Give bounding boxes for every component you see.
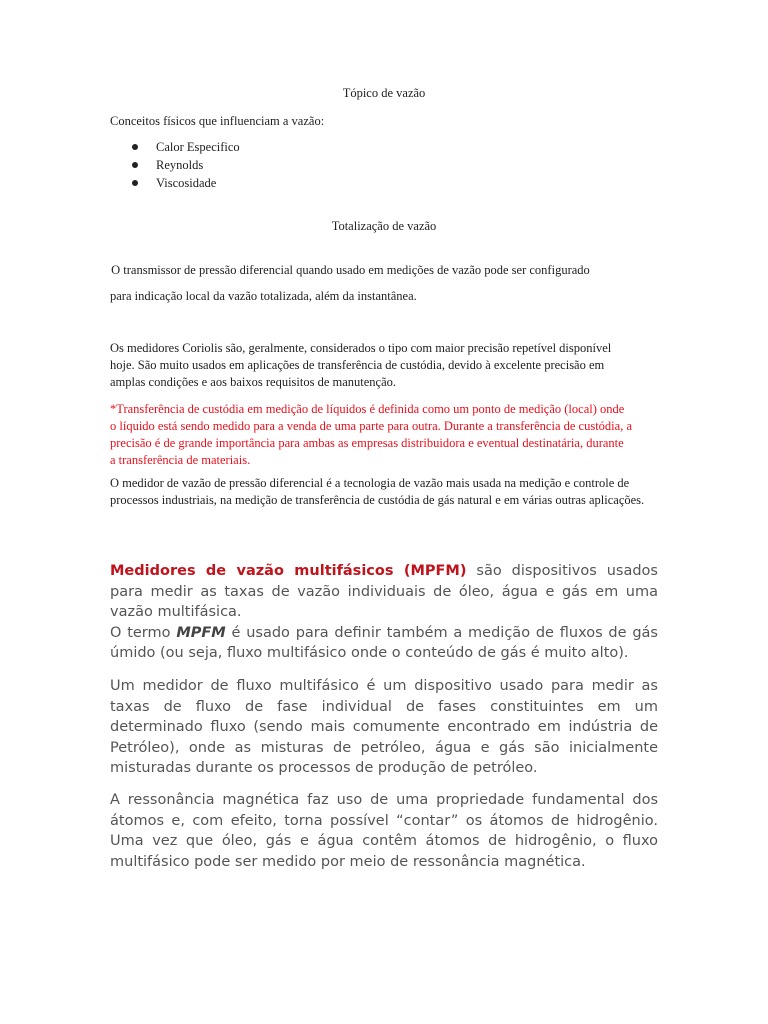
para-differential-pressure: O medidor de vazão de pressão diferencial é a tecnologia de vazão mais usada na medição e controle de processos industriais, na medição de transferência de custódia de gás natural e em várias outras aplicações. [110, 476, 645, 507]
bullet-icon [132, 180, 138, 186]
list-item: Reynolds [132, 156, 240, 174]
bullet-icon [132, 144, 138, 150]
bullet-icon [132, 162, 138, 168]
para-custody-transfer: *Transferência de custódia em medição de líquidos é definida como um ponto de medição (local) onde o líquido está sendo medido para a venda de uma parte para outra. Durante a transferência de custódia, a precisão é de grande importância para ambas as empresas distribuidora e eventual destinatária, durante a transferência de materiais. [110, 402, 633, 467]
concepts-list [132, 138, 240, 192]
para-coriolis: Os medidores Coriolis são, geralmente, considerados o tipo com maior precisão repetível disponível hoje. São muito usados em aplicações de transferência de custódia, devido à excelente precisão em amplas condições e aos baixos requisitos de manutenção. [110, 341, 612, 389]
mpfm-term-prefix: O termo [110, 624, 177, 641]
section-title-totalizacao: Totalização de vazão [331, 219, 437, 233]
mpfm-description: são dispositivos usados para medir as taxas de vazão individuais de óleo, água e gás em uma vazão multifásica. [110, 563, 658, 620]
para-magnetic-resonance: A ressonância magnética faz uso de uma propriedade fundamental dos átomos e, com efeito, torna possível “contar” os átomos de hidrogênio. Uma vez que óleo, gás e água contêm átomos de hidrogênio, o fluxo multifásico pode ser medido por meio de ressonância magnética. [110, 792, 658, 870]
para-mpfm [110, 561, 658, 664]
mpfm-heading: Medidores de vazão multifásicos (MPFM) [110, 563, 467, 579]
mpfm-term: MPFM [176, 624, 226, 641]
list-item: Calor Especifico [132, 138, 240, 156]
para-transmitter-line2: para indicação local da vazão totalizada, além da instantânea. [110, 289, 417, 303]
list-item: Viscosidade [132, 174, 240, 192]
para-multiphase-meter: Um medidor de fluxo multifásico é um dispositivo usado para medir as taxas de fluxo de fase individual de fases constituintes em um determinado fluxo (sendo mais comumente encontrado em indústria de Petróleo), onde as misturas de petróleo, água e gás são inicialmente misturadas durante os processos de produção de petróleo. [110, 678, 658, 776]
para-transmitter-line1: O transmissor de pressão diferencial quando usado em medições de vazão pode ser configurado [108, 263, 590, 277]
mpfm-term-description: é usado para definir também a medição de fluxos de gás úmido (ou seja, fluxo multifásico onde o conteúdo de gás é muito alto). [110, 624, 658, 661]
page-title: Tópico de vazão [342, 86, 426, 100]
concepts-intro: Conceitos físicos que influenciam a vazão: [110, 114, 325, 128]
